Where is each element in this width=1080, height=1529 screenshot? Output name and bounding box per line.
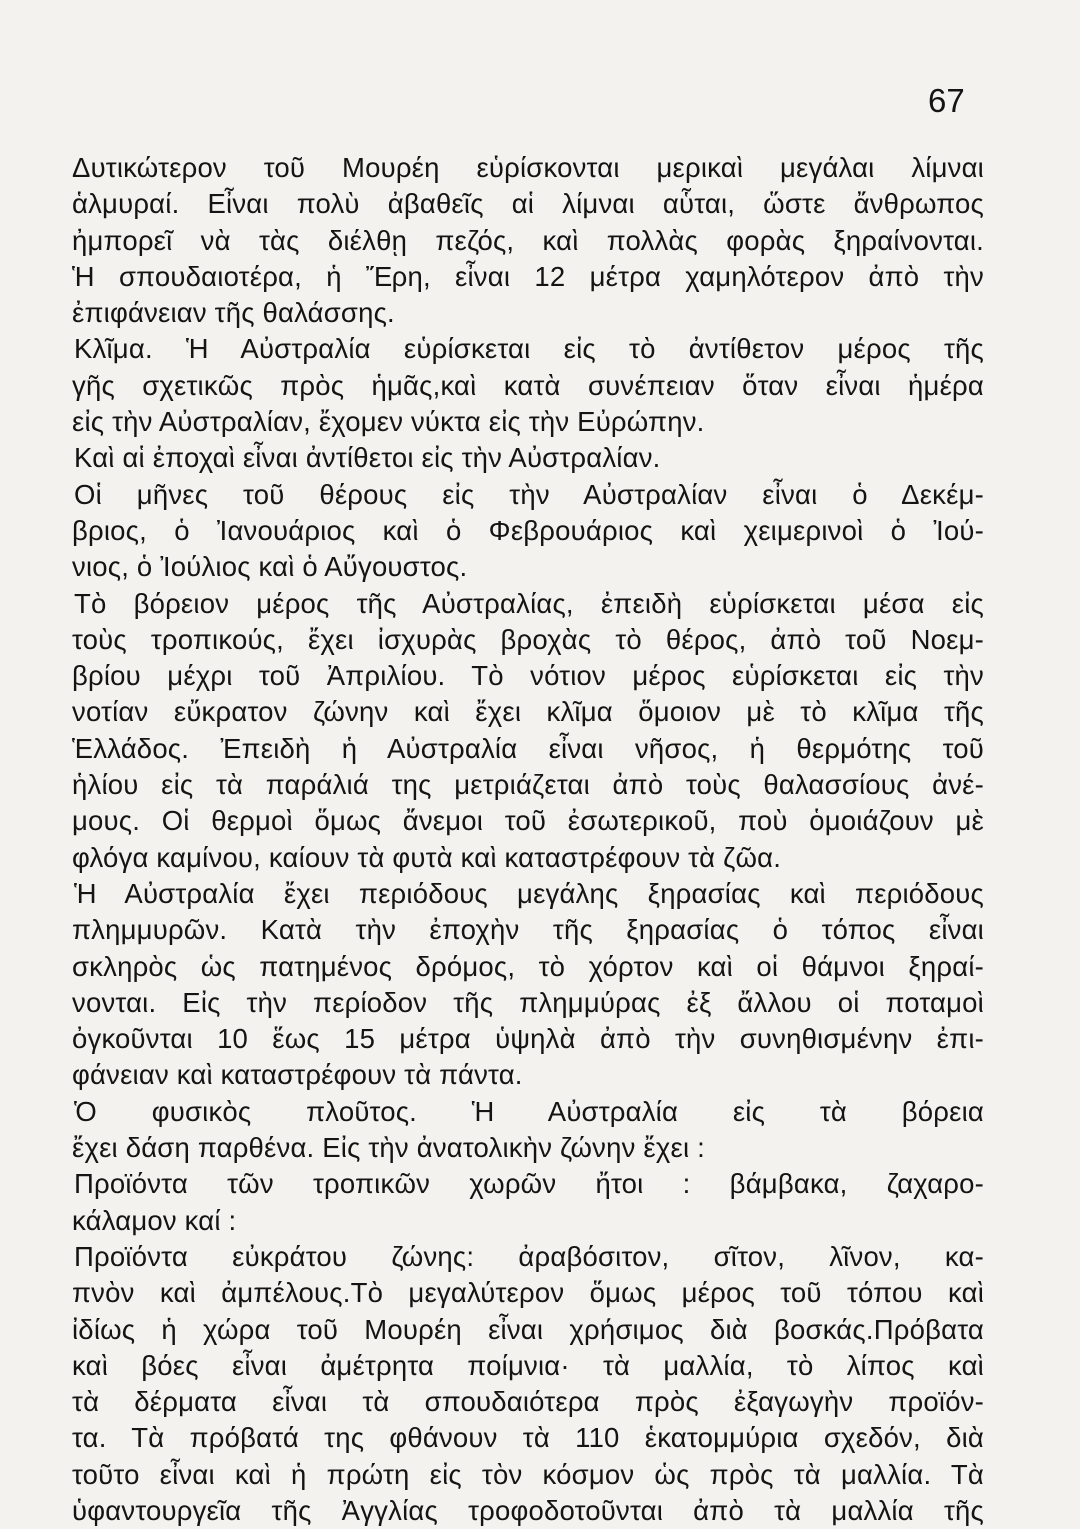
text-line: νιος, ὁ Ἰούλιος καὶ ὁ Αὔγουστος. xyxy=(72,551,468,583)
text-line: μους. Οἱ θερμοὶ ὅμως ἄνεμοι τοῦ ἐσωτερικοῦ, ποὺ ὁμοιάζουν μὲ xyxy=(72,805,984,837)
text-line: σκληρὸς ὡς πατημένος δρόμος, τὸ χόρτον καὶ οἱ θάμνοι ξηραί- xyxy=(72,950,984,982)
text-line: φάνειαν καὶ καταστρέφουν τὰ πάντα. xyxy=(72,1059,523,1091)
text-line: ἰδίως ἡ χώρα τοῦ Μουρέη εἶναι χρήσιμος διὰ βοσκάς.Πρόβατα xyxy=(72,1313,984,1345)
text-line: ἠμπορεῖ νὰ τὰς διέλθῃ πεζός, καὶ πολλὰς φορὰς ξηραίνονται. xyxy=(72,224,984,256)
text-line: Κλῖμα. Ἡ Αὐστραλία εὑρίσκεται εἰς τὸ ἀντίθετον μέρος τῆς xyxy=(74,333,984,365)
text-line: ὀγκοῦνται 10 ἕως 15 μέτρα ὑψηλὰ ἀπὸ τὴν συνηθισμένην ἐπι- xyxy=(72,1023,984,1055)
text-line: νονται. Εἰς τὴν περίοδον τῆς πλημμύρας ἐξ ἄλλου οἱ ποταμοὶ xyxy=(72,986,984,1018)
text-line: φλόγα καμίνου, καίουν τὰ φυτὰ καὶ καταστρέφουν τὰ ζῶα. xyxy=(72,841,782,873)
text-line: εἰς τὴν Αὐστραλίαν, ἔχομεν νύκτα εἰς τὴν Εὐρώπην. xyxy=(72,406,705,438)
text-line: νοτίαν εὔκρατον ζώνην καὶ ἔχει κλῖμα ὅμοιον μὲ τὸ κλῖμα τῆς xyxy=(72,696,984,728)
text-line: Καὶ αἱ ἐποχαὶ εἶναι ἀντίθετοι εἰς τὴν Αὐστραλίαν. xyxy=(74,442,661,474)
text-line: Ἡ σπουδαιοτέρα, ἡ Ἔρη, εἶναι 12 μέτρα χαμηλότερον ἀπὸ τὴν xyxy=(72,260,984,292)
text-line: Δυτικώτερον τοῦ Μουρέη εὑρίσκονται μερικαὶ μεγάλαι λίμναι xyxy=(72,152,984,183)
text-line: ἐπιφάνειαν τῆς θαλάσσης. xyxy=(72,297,395,329)
text-line: Ἑλλάδος. Ἐπειδὴ ἡ Αὐστραλία εἶναι νῆσος, ἡ θερμότης τοῦ xyxy=(72,732,984,764)
text-line: Προϊόντα τῶν τροπικῶν χωρῶν ἤτοι : βάμβακα, ζαχαρο- xyxy=(74,1168,984,1200)
body-text xyxy=(62,150,984,1529)
text-line: Οἱ μῆνες τοῦ θέρους εἰς τὴν Αὐστραλίαν εἶναι ὁ Δεκέμ- xyxy=(74,478,984,510)
text-line: πλημμυρῶν. Κατὰ τὴν ἐποχὴν τῆς ξηρασίας ὁ τόπος εἶναι xyxy=(72,914,984,946)
text-line: ἔχει δάση παρθένα. Εἰς τὴν ἀνατολικὴν ζώνην ἔχει : xyxy=(72,1132,705,1164)
text-line: τὰ δέρματα εἶναι τὰ σπουδαιότερα πρὸς ἐξαγωγὴν προϊόν- xyxy=(72,1386,984,1418)
text-line: γῆς σχετικῶς πρὸς ἡμᾶς,καὶ κατὰ συνέπειαν ὅταν εἶναι ἡμέρα xyxy=(72,369,984,401)
text-line: βρίου μέχρι τοῦ Ἀπριλίου. Τὸ νότιον μέρος εὑρίσκεται εἰς τὴν xyxy=(72,660,984,692)
text-line: πνὸν καὶ ἀμπέλους.Τὸ μεγαλύτερον ὅμως μέρος τοῦ τόπου καὶ xyxy=(72,1277,984,1309)
text-line: ἡλίου εἰς τὰ παράλιά της μετριάζεται ἀπὸ τοὺς θαλασσίους ἀνέ- xyxy=(72,769,984,801)
text-line: ἁλμυραί. Εἶναι πολὺ ἀβαθεῖς αἱ λίμναι αὗται, ὥστε ἄνθρωπος xyxy=(72,188,984,220)
text-line: Ἡ Αὐστραλία ἔχει περιόδους μεγάλης ξηρασίας καὶ περιόδους xyxy=(74,877,984,909)
page-number: 67 xyxy=(928,82,965,119)
text-line: τοῦτο εἶναι καὶ ἡ πρώτη εἰς τὸν κόσμον ὡς πρὸς τὰ μαλλία. Τὰ xyxy=(72,1458,984,1490)
text-line: Τὸ βόρειον μέρος τῆς Αὐστραλίας, ἐπειδὴ εὑρίσκεται μέσα εἰς xyxy=(74,587,984,619)
text-line: τα. Τὰ πρόβατά της φθάνουν τὰ 110 ἑκατομμύρια σχεδόν, διὰ xyxy=(72,1422,984,1454)
text-line: Προϊόντα εὐκράτου ζώνης: ἀραβόσιτον, σῖτον, λῖνον, κα- xyxy=(74,1240,984,1272)
text-line: τοὺς τροπικούς, ἔχει ἰσχυρὰς βροχὰς τὸ θέρος, ἀπὸ τοῦ Νοεμ- xyxy=(72,623,984,655)
text-line: κάλαμον καί : xyxy=(72,1204,237,1236)
text-line: Ὁ φυσικὸς πλοῦτος. Ἡ Αὐστραλία εἰς τὰ βόρεια xyxy=(74,1095,984,1127)
text-line: ὑφαντουργεῖα τῆς Ἀγγλίας τροφοδοτοῦνται ἀπὸ τὰ μαλλία τῆς xyxy=(72,1494,984,1526)
text-line: καὶ βόες εἶναι ἀμέτρητα ποίμνια· τὰ μαλλία, τὸ λίπος καὶ xyxy=(72,1349,984,1381)
text-line: βριος, ὁ Ἰανουάριος καὶ ὁ Φεβρουάριος καὶ χειμερινοὶ ὁ Ἰού- xyxy=(72,514,984,546)
